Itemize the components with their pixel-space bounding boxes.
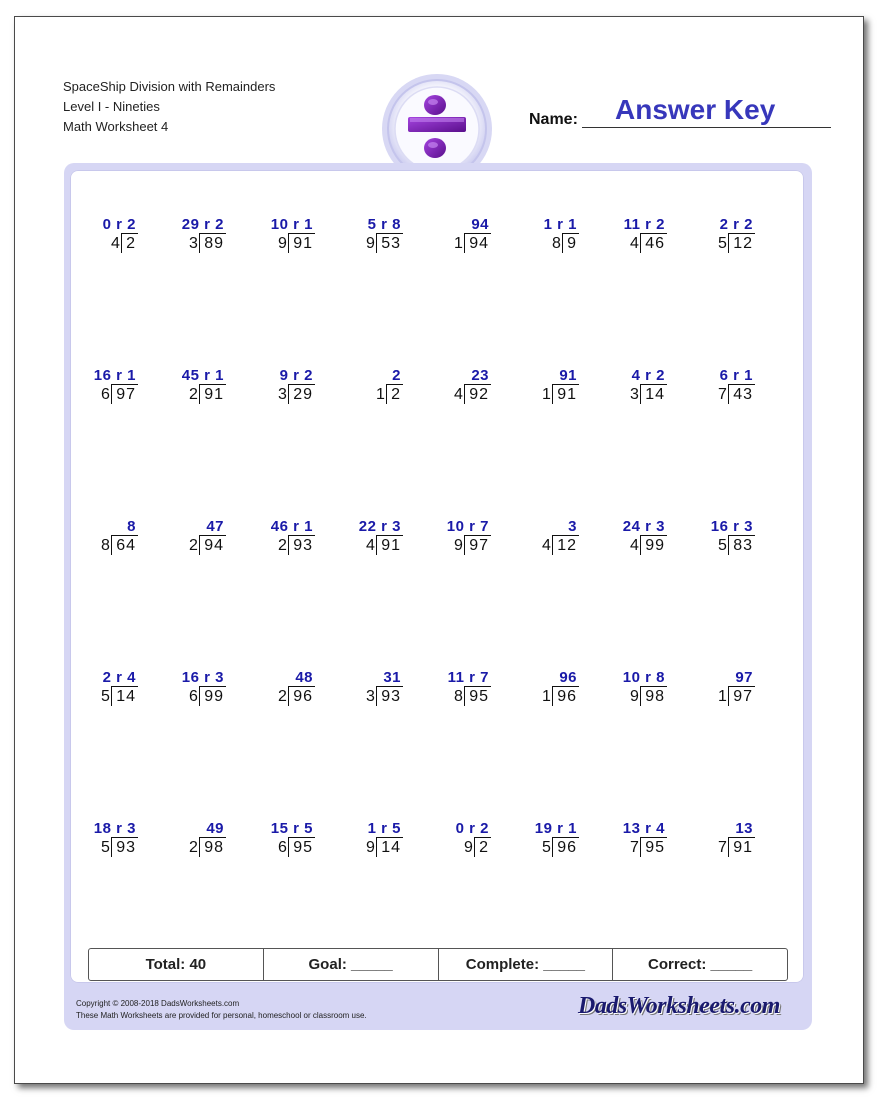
dividend: 46 — [645, 235, 665, 252]
dividend: 2 — [479, 839, 489, 856]
quotient-answer: 15 r 5 — [270, 820, 313, 837]
divisor: 7 — [630, 839, 639, 856]
quotient-answer: 97 — [735, 669, 753, 686]
division-bracket-top — [288, 686, 315, 687]
division-problem — [409, 820, 489, 860]
divisor: 5 — [718, 537, 727, 554]
divisor: 5 — [101, 839, 110, 856]
divisor: 2 — [189, 839, 198, 856]
quotient-answer: 22 r 3 — [358, 518, 401, 535]
score-goal[interactable]: Goal: _____ — [264, 949, 439, 980]
division-bracket-top — [728, 384, 755, 385]
divisor: 2 — [189, 537, 198, 554]
dividend: 12 — [733, 235, 753, 252]
division-bracket-top — [199, 686, 226, 687]
division-bracket-side — [199, 384, 200, 404]
divisor: 3 — [189, 235, 198, 252]
quotient-answer: 11 r 2 — [623, 216, 665, 233]
division-problem — [56, 669, 136, 709]
divisor: 6 — [101, 386, 110, 403]
division-bracket-side — [121, 233, 122, 253]
division-bracket-side — [552, 837, 553, 857]
dividend: 93 — [293, 537, 313, 554]
division-problem — [409, 367, 489, 407]
division-bracket-top — [728, 233, 755, 234]
dividend: 2 — [391, 386, 401, 403]
divisor: 5 — [718, 235, 727, 252]
division-bracket-side — [464, 686, 465, 706]
quotient-answer: 6 r 1 — [719, 367, 753, 384]
division-bracket-side — [728, 837, 729, 857]
divisor: 8 — [101, 537, 110, 554]
division-problem — [497, 216, 577, 256]
division-bracket-top — [111, 535, 138, 536]
quotient-answer: 46 r 1 — [270, 518, 313, 535]
division-problem — [233, 820, 313, 860]
division-problem — [673, 367, 753, 407]
division-bracket-side — [376, 686, 377, 706]
division-bracket-side — [728, 535, 729, 555]
division-problem — [497, 367, 577, 407]
division-bracket-top — [376, 837, 403, 838]
division-bracket-side — [111, 686, 112, 706]
quotient-answer: 96 — [559, 669, 577, 686]
divisor: 4 — [454, 386, 463, 403]
division-bracket-top — [288, 233, 315, 234]
division-bracket-top — [552, 535, 579, 536]
division-bracket-side — [640, 233, 641, 253]
division-bracket-top — [552, 384, 579, 385]
footer-copyright — [76, 998, 367, 1022]
dividend: 14 — [116, 688, 136, 705]
division-bracket-top — [288, 535, 315, 536]
division-problem — [673, 518, 753, 558]
divisor: 9 — [278, 235, 287, 252]
copyright-text: Copyright © 2008-2018 DadsWorksheets.com — [76, 999, 240, 1008]
quotient-answer: 19 r 1 — [534, 820, 577, 837]
quotient-answer: 11 r 7 — [447, 669, 489, 686]
divisor: 9 — [630, 688, 639, 705]
divisor: 1 — [718, 688, 727, 705]
quotient-answer: 13 r 4 — [622, 820, 665, 837]
quotient-answer: 16 r 3 — [181, 669, 224, 686]
division-bracket-top — [464, 384, 491, 385]
divisor: 3 — [630, 386, 639, 403]
division-bracket-top — [474, 837, 491, 838]
division-bracket-top — [288, 384, 315, 385]
division-bracket-side — [376, 233, 377, 253]
divisor: 1 — [376, 386, 385, 403]
division-problem — [321, 216, 401, 256]
name-label: Name: — [529, 111, 578, 128]
divisor: 4 — [111, 235, 120, 252]
quotient-answer: 4 r 2 — [631, 367, 665, 384]
division-bracket-top — [199, 233, 226, 234]
quotient-answer: 49 — [206, 820, 224, 837]
division-bracket-side — [464, 233, 465, 253]
problem-frame — [64, 163, 812, 1030]
division-bracket-side — [552, 535, 553, 555]
usage-notice: These Math Worksheets are provided for personal, homeschool or classroom use. — [76, 1011, 367, 1020]
answer-key-label: Answer Key — [615, 94, 776, 125]
division-bracket-top — [199, 535, 226, 536]
division-bracket-top — [640, 233, 667, 234]
quotient-answer: 23 — [471, 367, 489, 384]
divisor: 9 — [454, 537, 463, 554]
division-bracket-top — [111, 384, 138, 385]
division-bracket-top — [199, 837, 226, 838]
division-problem — [321, 820, 401, 860]
divisor: 2 — [278, 688, 287, 705]
dividend: 14 — [645, 386, 665, 403]
name-field[interactable] — [529, 94, 831, 129]
divisor: 4 — [630, 537, 639, 554]
division-bracket-top — [121, 233, 138, 234]
division-bracket-top — [728, 837, 755, 838]
divisor: 4 — [366, 537, 375, 554]
divisor: 4 — [630, 235, 639, 252]
score-complete[interactable]: Complete: _____ — [439, 949, 614, 980]
division-problem — [585, 820, 665, 860]
division-bracket-top — [288, 837, 315, 838]
divisor: 4 — [542, 537, 551, 554]
division-problem — [673, 669, 753, 709]
division-problem — [497, 518, 577, 558]
dividend: 93 — [116, 839, 136, 856]
division-bracket-side — [562, 233, 563, 253]
division-bracket-side — [728, 686, 729, 706]
division-problem — [233, 216, 313, 256]
dividend: 91 — [204, 386, 224, 403]
division-problem — [144, 518, 224, 558]
divisor: 2 — [189, 386, 198, 403]
dividend: 64 — [116, 537, 136, 554]
division-bracket-side — [552, 686, 553, 706]
divisor: 3 — [366, 688, 375, 705]
division-problem — [233, 367, 313, 407]
division-bracket-side — [640, 837, 641, 857]
division-bracket-top — [111, 686, 138, 687]
dividend: 29 — [293, 386, 313, 403]
division-bracket-top — [376, 686, 403, 687]
division-bracket-top — [376, 535, 403, 536]
division-bracket-side — [464, 535, 465, 555]
quotient-answer: 10 r 1 — [270, 216, 313, 233]
division-problem — [409, 518, 489, 558]
division-problem — [321, 367, 401, 407]
division-bracket-top — [728, 535, 755, 536]
division-bracket-top — [552, 686, 579, 687]
dividend: 91 — [733, 839, 753, 856]
division-bracket-top — [199, 384, 226, 385]
quotient-answer: 3 — [568, 518, 577, 535]
division-problem — [144, 669, 224, 709]
division-bracket-side — [728, 233, 729, 253]
dividend: 97 — [116, 386, 136, 403]
division-problem — [56, 820, 136, 860]
division-bracket-side — [474, 837, 475, 857]
division-bracket-side — [199, 686, 200, 706]
quotient-answer: 18 r 3 — [93, 820, 136, 837]
dividend: 12 — [557, 537, 577, 554]
division-problem — [409, 669, 489, 709]
divisor: 8 — [454, 688, 463, 705]
dividend: 93 — [381, 688, 401, 705]
division-problem — [497, 820, 577, 860]
quotient-answer: 91 — [559, 367, 577, 384]
division-bracket-side — [288, 837, 289, 857]
division-bracket-top — [464, 535, 491, 536]
dividend: 97 — [469, 537, 489, 554]
division-problem — [673, 820, 753, 860]
dividend: 83 — [733, 537, 753, 554]
division-bracket-side — [111, 384, 112, 404]
dividend: 95 — [293, 839, 313, 856]
problem-area — [70, 170, 804, 983]
score-bar — [88, 948, 788, 981]
dividend: 91 — [381, 537, 401, 554]
division-bracket-side — [640, 686, 641, 706]
dividend: 98 — [204, 839, 224, 856]
division-bracket-side — [640, 535, 641, 555]
dividend: 43 — [733, 386, 753, 403]
division-bracket-top — [376, 233, 403, 234]
division-problem — [585, 216, 665, 256]
dividend: 99 — [204, 688, 224, 705]
score-total: Total: 40 — [89, 949, 264, 980]
quotient-answer: 1 r 1 — [543, 216, 577, 233]
quotient-answer: 5 r 8 — [367, 216, 401, 233]
quotient-answer: 29 r 2 — [181, 216, 224, 233]
quotient-answer: 0 r 2 — [102, 216, 136, 233]
division-bracket-top — [111, 837, 138, 838]
divisor: 7 — [718, 839, 727, 856]
divisor: 2 — [278, 537, 287, 554]
division-problem — [144, 216, 224, 256]
division-bracket-side — [288, 384, 289, 404]
dividend: 9 — [567, 235, 577, 252]
divisor: 1 — [542, 688, 551, 705]
worksheet-title-block — [63, 77, 275, 137]
quotient-answer: 16 r 3 — [710, 518, 753, 535]
division-problem — [321, 669, 401, 709]
division-problem — [321, 518, 401, 558]
dividend: 94 — [469, 235, 489, 252]
division-problem — [56, 518, 136, 558]
division-problem — [585, 669, 665, 709]
worksheet-number: Math Worksheet 4 — [63, 119, 169, 134]
quotient-answer: 24 r 3 — [622, 518, 665, 535]
quotient-answer: 48 — [295, 669, 313, 686]
division-bracket-side — [376, 837, 377, 857]
divisor: 6 — [189, 688, 198, 705]
division-bracket-side — [386, 384, 387, 404]
division-problem — [144, 820, 224, 860]
divisor: 6 — [278, 839, 287, 856]
division-bracket-top — [640, 535, 667, 536]
division-problem — [497, 669, 577, 709]
quotient-answer: 2 r 2 — [719, 216, 753, 233]
dividend: 94 — [204, 537, 224, 554]
division-bracket-side — [464, 384, 465, 404]
dividend: 53 — [381, 235, 401, 252]
dividend: 99 — [645, 537, 665, 554]
divisor: 9 — [464, 839, 473, 856]
division-problem — [233, 669, 313, 709]
divisor: 9 — [366, 235, 375, 252]
division-bracket-side — [288, 535, 289, 555]
division-bracket-top — [728, 686, 755, 687]
dividend: 97 — [733, 688, 753, 705]
name-underline — [582, 127, 831, 128]
quotient-answer: 47 — [206, 518, 224, 535]
quotient-answer: 2 r 4 — [102, 669, 136, 686]
worksheet-level: Level I - Nineties — [63, 99, 160, 114]
division-bracket-side — [199, 535, 200, 555]
division-bracket-side — [728, 384, 729, 404]
quotient-answer: 16 r 1 — [93, 367, 136, 384]
division-bracket-top — [464, 233, 491, 234]
division-bracket-top — [640, 384, 667, 385]
divisor: 1 — [454, 235, 463, 252]
dividend: 96 — [557, 839, 577, 856]
division-bracket-top — [640, 837, 667, 838]
division-bracket-side — [376, 535, 377, 555]
quotient-answer: 10 r 8 — [622, 669, 665, 686]
dividend: 2 — [126, 235, 136, 252]
division-problem — [673, 216, 753, 256]
divisor: 1 — [542, 386, 551, 403]
dividend: 89 — [204, 235, 224, 252]
quotient-answer: 0 r 2 — [455, 820, 489, 837]
quotient-answer: 8 — [127, 518, 136, 535]
division-bracket-top — [386, 384, 403, 385]
quotient-answer: 13 — [735, 820, 753, 837]
divisor: 5 — [101, 688, 110, 705]
divisor: 3 — [278, 386, 287, 403]
dividend: 14 — [381, 839, 401, 856]
quotient-answer: 1 r 5 — [367, 820, 401, 837]
division-bracket-side — [199, 837, 200, 857]
division-bracket-side — [288, 233, 289, 253]
quotient-answer: 9 r 2 — [279, 367, 313, 384]
divisor: 8 — [552, 235, 561, 252]
dividend: 92 — [469, 386, 489, 403]
quotient-answer: 10 r 7 — [446, 518, 489, 535]
quotient-answer: 94 — [471, 216, 489, 233]
quotient-answer: 2 — [392, 367, 401, 384]
dividend: 98 — [645, 688, 665, 705]
division-bracket-side — [111, 535, 112, 555]
divisor: 9 — [366, 839, 375, 856]
division-bracket-top — [562, 233, 579, 234]
brand-logo[interactable]: DadsWorksheets.com — [578, 993, 780, 1019]
dividend: 96 — [293, 688, 313, 705]
division-problem — [585, 518, 665, 558]
divisor: 7 — [718, 386, 727, 403]
quotient-answer: 31 — [383, 669, 401, 686]
divisor: 5 — [542, 839, 551, 856]
dividend: 95 — [469, 688, 489, 705]
division-bracket-top — [552, 837, 579, 838]
dividend: 91 — [557, 386, 577, 403]
division-bracket-top — [464, 686, 491, 687]
dividend: 91 — [293, 235, 313, 252]
dividend: 95 — [645, 839, 665, 856]
division-bracket-side — [288, 686, 289, 706]
division-problem — [409, 216, 489, 256]
division-problem — [56, 367, 136, 407]
division-bracket-top — [640, 686, 667, 687]
division-problem — [56, 216, 136, 256]
division-bracket-side — [640, 384, 641, 404]
worksheet-title: SpaceShip Division with Remainders — [63, 79, 276, 94]
division-problem — [233, 518, 313, 558]
division-bracket-side — [111, 837, 112, 857]
division-problem — [144, 367, 224, 407]
quotient-answer: 45 r 1 — [181, 367, 224, 384]
division-bracket-side — [199, 233, 200, 253]
dividend: 96 — [557, 688, 577, 705]
division-bracket-side — [552, 384, 553, 404]
division-problem — [585, 367, 665, 407]
score-correct[interactable]: Correct: _____ — [648, 956, 753, 973]
